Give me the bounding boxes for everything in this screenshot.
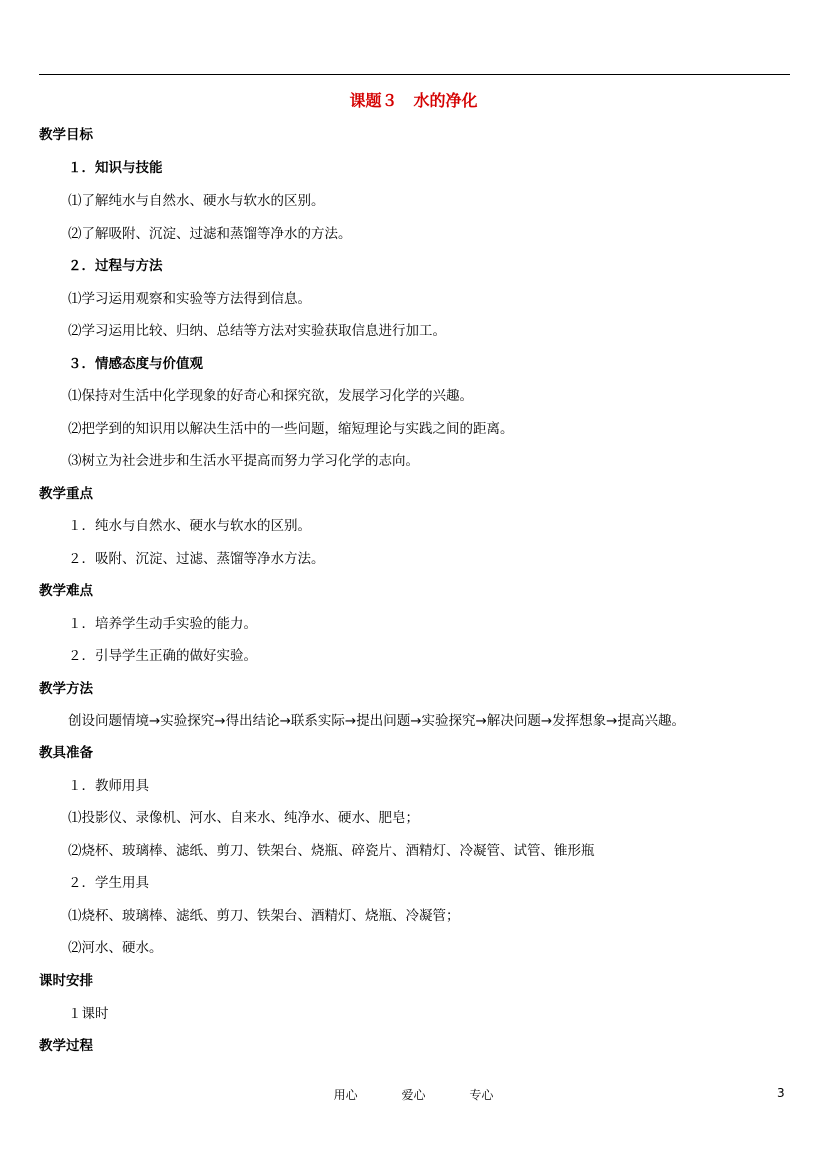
section-heading: 教具准备 (39, 745, 93, 761)
text-line: ⑵河水、硬水。 (68, 940, 163, 956)
text-line: ２．吸附、沉淀、过滤、蒸馏等净水方法。 (68, 551, 325, 567)
text-line: 创设问题情境→实验探究→得出结论→联系实际→提出问题→实验探究→解决问题→发挥想象→提高兴趣。 (68, 713, 685, 729)
text-line: １．纯水与自然水、硬水与软水的区别。 (68, 518, 311, 534)
footer-motto (0, 1086, 827, 1103)
text-line: ⑵了解吸附、沉淀、过滤和蒸馏等净水的方法。 (68, 226, 352, 242)
section-heading: 教学目标 (39, 127, 93, 143)
section-heading: 教学重点 (39, 486, 93, 502)
section-heading: 课时安排 (39, 973, 93, 989)
text-line: ⑴保持对生活中化学现象的好奇心和探究欲，发展学习化学的兴趣。 (68, 388, 473, 404)
footer-motto-word: 爱心 (401, 1088, 426, 1102)
footer-motto-word: 用心 (333, 1088, 358, 1102)
text-line: ⑴了解纯水与自然水、硬水与软水的区别。 (68, 193, 325, 209)
text-line: ⑶树立为社会进步和生活水平提高而努力学习化学的志向。 (68, 453, 419, 469)
sub-heading: ２．过程与方法 (68, 258, 163, 274)
text-line: ⑵烧杯、玻璃棒、滤纸、剪刀、铁架台、烧瓶、碎瓷片、酒精灯、冷凝管、试管、锥形瓶 (68, 843, 595, 859)
footer-motto-word: 专心 (469, 1088, 494, 1102)
text-line: １．教师用具 (68, 778, 149, 794)
text-line: ２．学生用具 (68, 875, 149, 891)
text-line: ⑴烧杯、玻璃棒、滤纸、剪刀、铁架台、酒精灯、烧瓶、冷凝管； (68, 908, 460, 924)
text-line: ⑴学习运用观察和实验等方法得到信息。 (68, 291, 311, 307)
text-line: ⑴投影仪、录像机、河水、自来水、纯净水、硬水、肥皂； (68, 810, 419, 826)
text-line: １课时 (68, 1006, 109, 1022)
page-number: 3 (777, 1086, 785, 1100)
text-line: ⑵学习运用比较、归纳、总结等方法对实验获取信息进行加工。 (68, 323, 446, 339)
section-heading: 教学过程 (39, 1038, 93, 1054)
page-title: 课题３ 水的净化 (349, 91, 478, 110)
text-line: ⑵把学到的知识用以解决生活中的一些问题，缩短理论与实践之间的距离。 (68, 421, 514, 437)
sub-heading: ３．情感态度与价值观 (68, 356, 203, 372)
sub-heading: １．知识与技能 (68, 160, 163, 176)
section-heading: 教学方法 (39, 681, 93, 697)
text-line: １．培养学生动手实验的能力。 (68, 616, 257, 632)
text-line: ２．引导学生正确的做好实验。 (68, 648, 257, 664)
section-heading: 教学难点 (39, 583, 93, 599)
header-rule (39, 74, 790, 75)
